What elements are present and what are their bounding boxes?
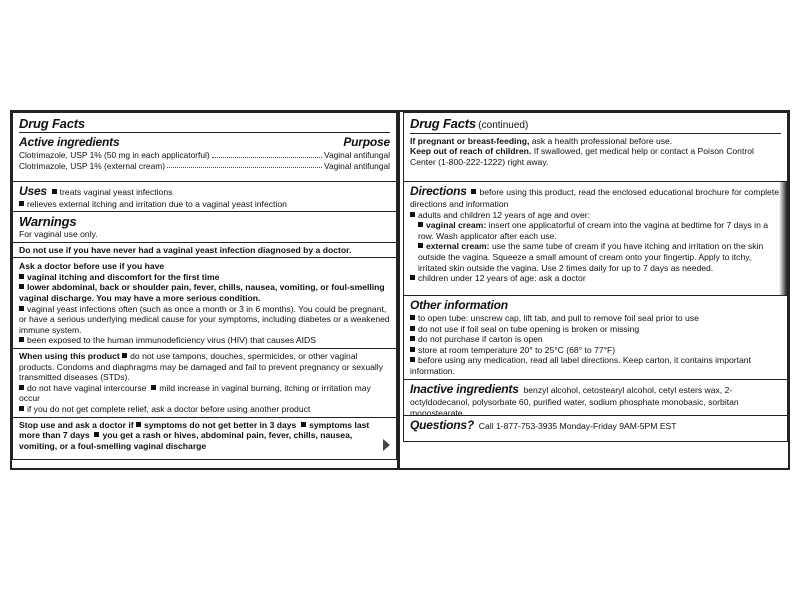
directions-adults: adults and children 12 years of age and over:	[418, 209, 590, 220]
left-panel	[12, 112, 400, 468]
ask-doctor-heading: Ask a doctor before use if you have	[19, 261, 165, 272]
active-ingredients-heading: Active ingredients	[19, 135, 120, 149]
active-ingredients-section	[12, 112, 397, 182]
keep-out-text: If swallowed, get medical help or contact a Poison Control Center (1-800-222-1222) right away.	[410, 146, 754, 167]
when-item: if you do not get complete relief, ask a doctor before using another product	[27, 403, 311, 414]
questions-text: Call 1-877-753-3935 Monday-Friday 9AM-5PM EST	[478, 421, 677, 431]
ingredient-purpose: Vaginal antifungal	[324, 150, 390, 160]
warnings-heading: Warnings	[19, 214, 77, 229]
ingredient-name: Clotrimazole, USP 1% (external cream)	[19, 160, 165, 171]
when-using-heading: When using this product	[19, 350, 120, 361]
ask-item: vaginal itching and discomfort for the first time	[27, 271, 220, 282]
other-item: before using any medication, read all label directions. Keep carton, it contains important information.	[410, 355, 751, 376]
vaginal-cream-text: insert one applicatorful of cream into the vagina at bedtime for 7 days in a row. Wash applicator after each use.	[418, 220, 769, 241]
other-item: store at room temperature 20° to 25°C (68° to 77°F)	[418, 344, 616, 355]
other-information-heading: Other information	[410, 298, 508, 312]
ask-item: lower abdominal, back or shoulder pain, fever, chills, nausea, vomiting, or foul-smelling vaginal discharge. You may have a more serious condition.	[19, 282, 385, 303]
do-not-use-text: Do not use if you have never had a vaginal yeast infection diagnosed by a doctor.	[19, 244, 352, 255]
external-cream-label: external cream:	[426, 241, 490, 252]
stop-use-heading: Stop use and ask a doctor if	[19, 419, 134, 430]
when-using-text: do not use tampons, douches, spermicides, or other vaginal products. Condoms and diaphragms may be damaged and fail to prevent pregnancy or sexually transmitted diseases (STDs).	[19, 350, 384, 383]
external-cream-text: use the same tube of cream if you have itching and irritation on the skin outside the vagina. Squeeze a small amount of cream onto your fingertip. Apply to itchy, irritated skin outside the vagina. Use 2 times daily for up to 7 days as needed.	[418, 241, 764, 273]
stop-item: symptoms last more than 7 days	[19, 419, 370, 441]
warnings-subheading: For vaginal use only.	[19, 229, 98, 239]
uses-heading: Uses	[19, 184, 47, 198]
drug-facts-title: Drug Facts	[19, 116, 85, 131]
use-item: treats vaginal yeast infections	[59, 187, 173, 197]
drug-facts-label	[10, 110, 790, 470]
drug-facts-continued-title: Drug Facts	[410, 116, 476, 131]
ask-item: been exposed to the human immunodeficiency virus (HIV) that causes AIDS	[27, 335, 316, 346]
other-item: to open tube: unscrew cap, lift tab, and pull to remove foil seal prior to use	[418, 313, 699, 323]
ingredient-purpose: Vaginal antifungal	[324, 160, 390, 171]
other-item: do not use if foil seal on tube opening is broken or missing	[418, 323, 640, 334]
use-item: relieves external itching and irritation due to a vaginal yeast infection	[27, 199, 287, 209]
keep-out-heading: Keep out of reach of children.	[410, 146, 532, 157]
questions-heading: Questions?	[410, 418, 475, 432]
continued-arrow-icon	[383, 439, 390, 451]
when-item: mild increase in vaginal burning, itching or irritation may occur	[19, 382, 371, 404]
inactive-ingredients-section	[403, 380, 788, 416]
ask-item: vaginal yeast infections often (such as once a month or 3 in 6 months). You could be pregnant, or have a serious underlying medical cause for your symptoms, including diabetes or a weakened immune system.	[19, 303, 390, 335]
directions-children: children under 12 years of age: ask a doctor	[418, 273, 586, 284]
directions-heading: Directions	[410, 184, 467, 198]
directions-section	[403, 182, 788, 296]
inactive-ingredients-heading: Inactive ingredients	[410, 382, 519, 396]
pregnancy-text: ask a health professional before use.	[531, 135, 673, 146]
directions-intro: before using this product, read the enclosed educational brochure for complete directions and information	[410, 187, 780, 209]
when-item: do not have vaginal intercourse	[27, 382, 147, 393]
vaginal-cream-label: vaginal cream:	[426, 220, 487, 231]
edge-shadow	[779, 182, 787, 295]
uses-section	[12, 182, 397, 212]
inactive-ingredients-text: benzyl alcohol, cetostearyl alcohol, cetyl esters wax, 2-octyldodecanol, polysorbate 60, purified water, sodium phosphate monobasic, sorbitan monostearate	[410, 385, 739, 418]
purpose-heading: Purpose	[343, 135, 390, 149]
other-item: do not purchase if carton is open	[418, 334, 543, 345]
right-panel	[403, 112, 788, 468]
other-information-section	[403, 296, 788, 380]
continued-label: (continued)	[478, 120, 529, 131]
warnings-section	[12, 212, 397, 460]
pregnancy-heading: If pregnant or breast-feeding,	[410, 135, 530, 146]
stop-item: symptoms do not get better in 3 days	[144, 419, 297, 430]
stop-item: you get a rash or hives, abdominal pain, fever, chills, nausea, vomiting, or a foul-smelling vaginal discharge	[19, 430, 353, 451]
questions-section	[403, 416, 788, 442]
pregnancy-section	[403, 112, 788, 182]
ingredient-name: Clotrimazole, USP 1% (50 mg in each applicatorful)	[19, 150, 210, 160]
